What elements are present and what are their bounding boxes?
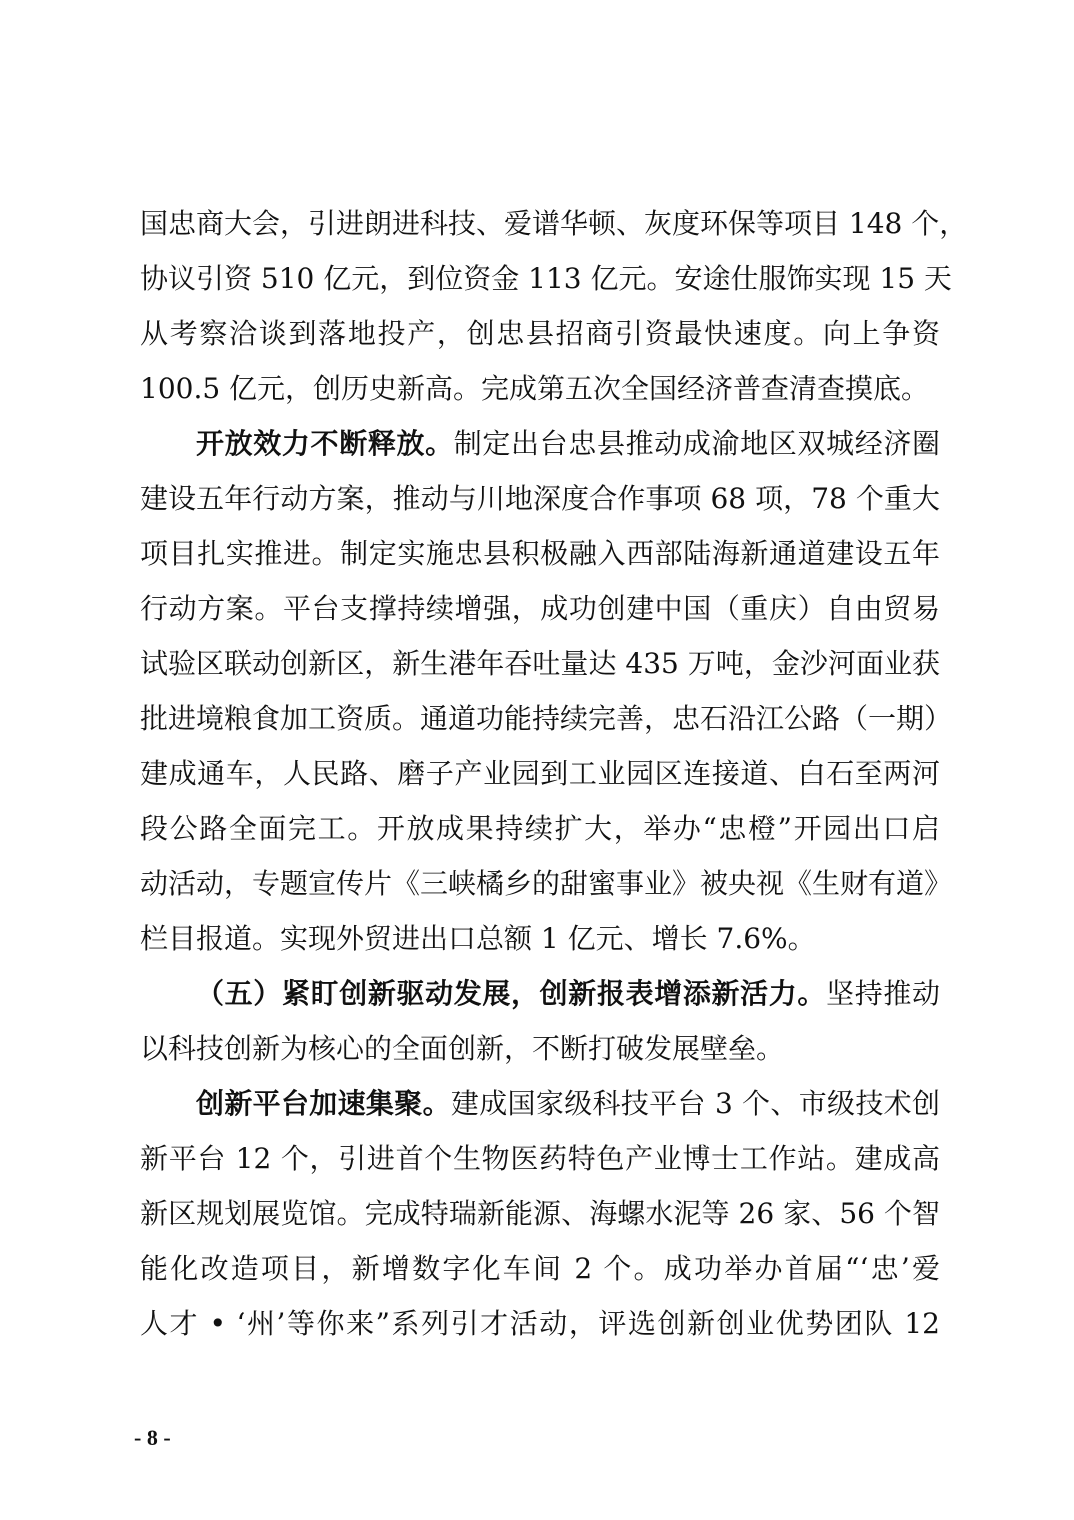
body-text-segment: 100.5 亿元，创历史新高。完成第五次全国经济普查清查摸底。 — [140, 372, 930, 405]
text-line — [140, 1076, 940, 1131]
text-line — [140, 416, 940, 471]
text-line — [140, 966, 940, 1021]
body-text-segment: 能化改造项目，新增数字化车间 2 个。成功举办首届“‘忠’爱 — [140, 1252, 940, 1285]
body-text-segment: 动活动，专题宣传片《三峡橘乡的甜蜜事业》被央视《生财有道》 — [140, 867, 953, 900]
text-line — [140, 471, 940, 526]
text-line — [140, 1021, 940, 1076]
text-line — [140, 636, 940, 691]
text-line — [140, 1131, 940, 1186]
text-line — [140, 691, 953, 746]
bold-heading-text: 开放效力不断释放。 — [196, 427, 454, 460]
body-text-segment: 建成通车，人民路、磨子产业园到工业园区连接道、白石至两河 — [140, 757, 940, 790]
body-text-segment: 行动方案。平台支撑持续增强，成功创建中国（重庆）自由贸易 — [140, 592, 940, 625]
text-line — [140, 856, 953, 911]
bold-heading-text: （五）紧盯创新驱动发展，创新报表增添新活力。 — [196, 977, 827, 1010]
body-text-segment: 以科技创新为核心的全面创新，不断打破发展壁垒。 — [140, 1032, 785, 1065]
body-text-segment: 建设五年行动方案，推动与川地深度合作事项 68 项，78 个重大 — [140, 482, 940, 515]
text-line — [140, 361, 940, 416]
text-line — [140, 306, 940, 361]
body-text-segment: 协议引资 510 亿元，到位资金 113 亿元。安途仕服饰实现 15 天 — [140, 262, 952, 295]
text-line — [140, 801, 940, 856]
text-line — [140, 581, 940, 636]
text-line — [140, 196, 968, 251]
body-text-segment: 批进境粮食加工资质。通道功能持续完善，忠石沿江公路（一期） — [140, 702, 953, 735]
text-line — [140, 746, 940, 801]
body-text-segment: 项目扎实推进。制定实施忠县积极融入西部陆海新通道建设五年 — [140, 537, 940, 570]
body-text-segment: 试验区联动创新区，新生港年吞吐量达 435 万吨，金沙河面业获 — [140, 647, 940, 680]
text-line — [140, 911, 940, 966]
text-line — [140, 1186, 940, 1241]
page-number: - 8 - — [134, 1425, 171, 1450]
body-text — [140, 196, 968, 1351]
text-line — [140, 1241, 940, 1296]
text-line — [140, 251, 952, 306]
bold-heading-text: 创新平台加速集聚。 — [196, 1087, 451, 1120]
body-text-segment: 建成国家级科技平台 3 个、市级技术创 — [450, 1087, 940, 1120]
body-text-segment: 栏目报道。实现外贸进出口总额 1 亿元、增长 7.6%。 — [140, 922, 816, 955]
body-text-segment: 制定出台忠县推动成渝地区双城经济圈 — [453, 427, 940, 460]
text-line — [140, 526, 940, 581]
body-text-segment: 人才 • ‘州’等你来”系列引才活动，评选创新创业优势团队 12 — [140, 1307, 940, 1340]
body-text-segment: 从考察洽谈到落地投产，创忠县招商引资最快速度。向上争资 — [140, 317, 940, 350]
body-text-segment: 坚持推动 — [826, 977, 940, 1010]
body-text-segment: 新平台 12 个，引进首个生物医药特色产业博士工作站。建成高 — [140, 1142, 940, 1175]
body-text-segment: 段公路全面完工。开放成果持续扩大，举办“忠橙”开园出口启 — [140, 812, 940, 845]
body-text-segment: 国忠商大会，引进朗进科技、爱谱华顿、灰度环保等项目 148 个， — [140, 207, 968, 240]
body-text-segment: 新区规划展览馆。完成特瑞新能源、海螺水泥等 26 家、56 个智 — [140, 1197, 940, 1230]
text-line — [140, 1296, 940, 1351]
